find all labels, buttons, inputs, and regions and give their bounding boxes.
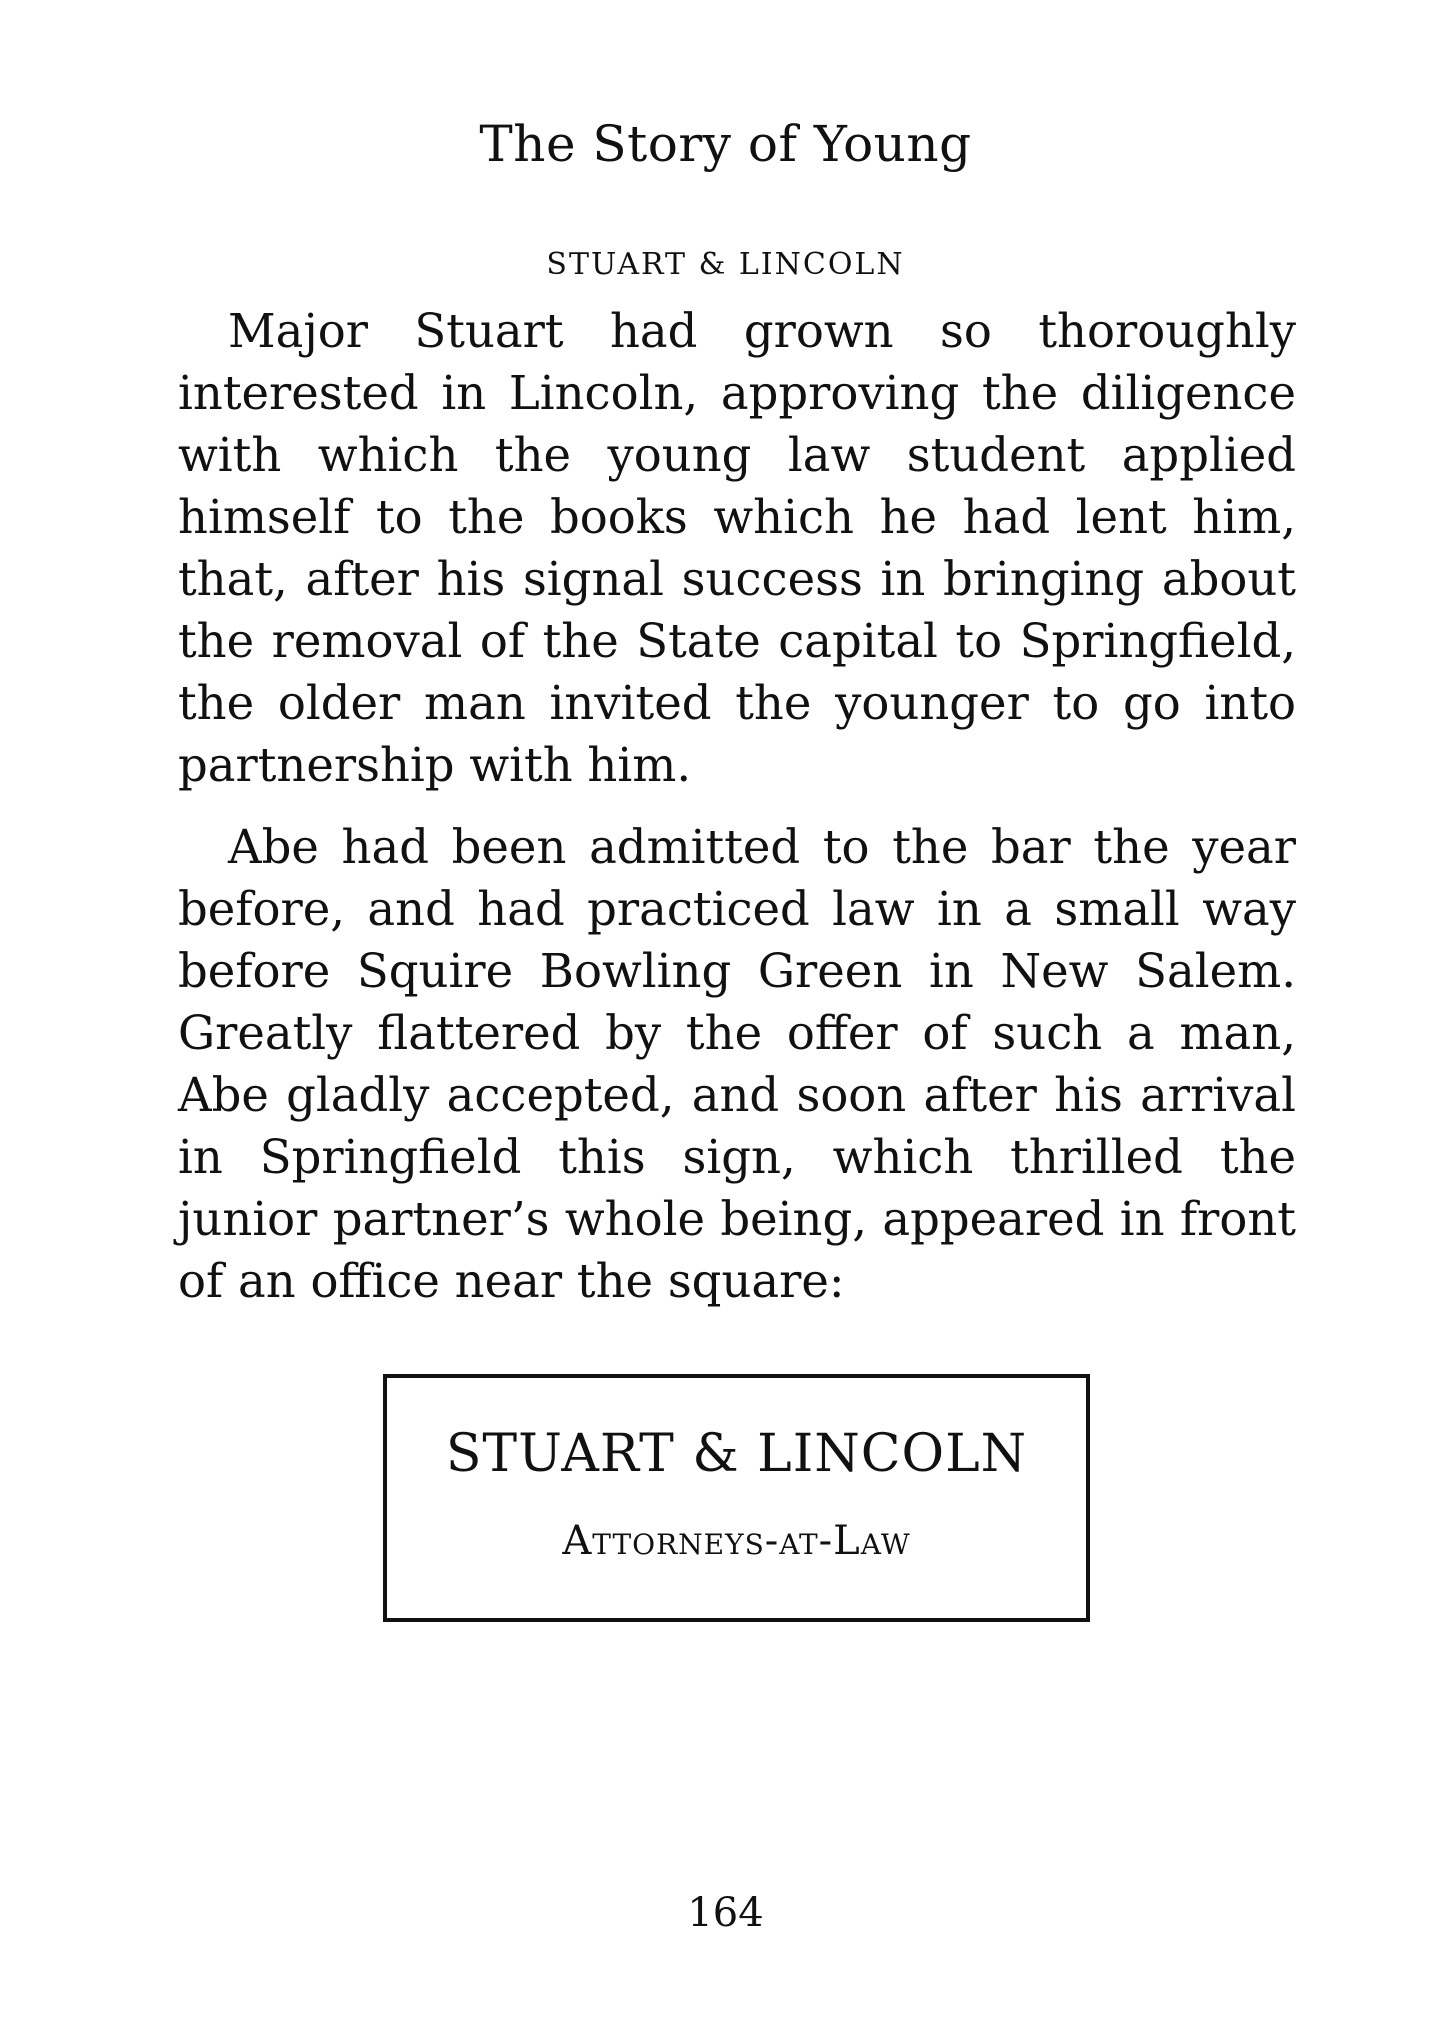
paragraph-text: Major Stuart had grown so thoroughly interested in Lincoln, approving the diligence with which the young law student applied himself to the books which he had lent him, that, after his signal success in bringing about the removal of the State capital to Springfield, the older man invited the younger to go into partnership with him. [178, 304, 1296, 792]
sign-subtitle: Attorneys-at-Law [562, 1518, 911, 1564]
body-paragraph-1 [178, 300, 1296, 796]
section-heading-stuart-lincoln: STUART & LINCOLN [546, 247, 905, 282]
body-paragraph-2 [178, 816, 1296, 1312]
paragraph-text: Abe had been admitted to the bar the year before, and had practiced law in a small way before Squire Bowling Green in New Salem. Greatly flattered by the offer of such a man, Abe gladly accepted, and soon after his arrival in Springfield this sign, which thrilled the junior partner’s whole being, appeared in front of an office near the square: [178, 820, 1296, 1308]
sign-title: STUART & LINCOLN [445, 1424, 1028, 1484]
page-number: 164 [687, 1890, 764, 1936]
running-head: The Story of Young [479, 115, 972, 173]
law-office-sign [383, 1374, 1090, 1622]
